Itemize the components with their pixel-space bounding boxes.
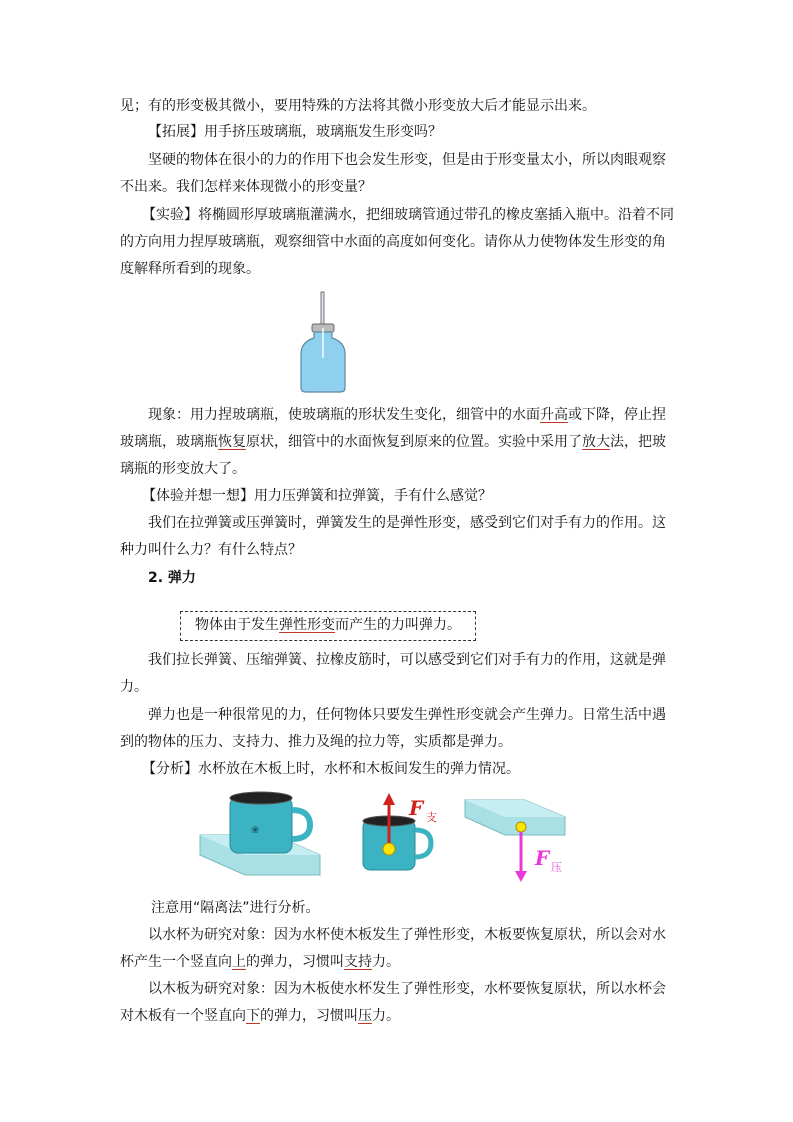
force-label-support: F	[409, 796, 424, 820]
answer-underline: 弹性形变	[279, 617, 335, 633]
section-heading: 2. 弹力	[148, 570, 196, 586]
answer-underline: 恢复	[218, 434, 246, 450]
text-span: 物体由于发生	[195, 617, 279, 633]
text-span: 现象：用力捏玻璃瓶，使玻璃瓶的形状发生变化，细管中的水面	[148, 407, 540, 423]
text-span: 或下降，停止捏	[568, 407, 666, 423]
answer-underline: 下	[246, 1008, 260, 1024]
force-label-press: F	[535, 846, 550, 870]
text-line: 【体验并想一想】用力压弹簧和拉弹簧，手有什么感觉？	[142, 488, 492, 504]
text-line: 我们拉长弹簧、压缩弹簧、拉橡皮筋时，可以感受到它们对手有力的作用，这就是弹	[148, 652, 666, 668]
svg-text:❀: ❀	[251, 825, 260, 836]
text-span: 力。	[372, 1008, 400, 1024]
text-line: 的方向用力捏厚玻璃瓶，观察细管中水面的高度如何变化。请你从力使物体发生形变的角	[120, 234, 666, 250]
answer-underline: 支持	[344, 954, 372, 970]
text-line: 坚硬的物体在很小的力的作用下也会发生形变，但是由于形变量太小，所以肉眼观察	[148, 152, 666, 168]
text-line: 力。	[120, 679, 148, 695]
text-line: 【拓展】用手挤压玻璃瓶，玻璃瓶发生形变吗？	[148, 124, 442, 140]
text-line: 见；有的形变极其微小，要用特殊的方法将其微小形变放大后才能显示出来。	[120, 98, 596, 114]
text-line: 【分析】水杯放在木板上时，水杯和木板间发生的弹力情况。	[142, 761, 520, 777]
text-line	[148, 405, 666, 425]
text-line	[120, 952, 400, 972]
answer-underline: 放大	[582, 434, 610, 450]
glass-bottle-figure	[290, 290, 360, 395]
text-span: 的弹力，习惯叫	[246, 954, 344, 970]
text-line: 种力叫什么力？有什么特点？	[120, 542, 302, 558]
text-line: 度解释所看到的现象。	[120, 261, 260, 277]
force-analysis-figure	[195, 785, 585, 885]
answer-underline: 升高	[540, 407, 568, 423]
force-label-press-sub: 压	[551, 861, 562, 874]
text-line: 以水杯为研究对象：因为水杯使木板发生了弹性形变，木板要恢复原状，所以会对水	[148, 927, 666, 943]
text-line: 到的物体的压力、支持力、推力及绳的拉力等，实质都是弹力。	[120, 734, 512, 750]
text-line: 以木板为研究对象：因为木板使水杯发生了弹性形变，水杯要恢复原状，所以水杯会	[148, 981, 666, 997]
text-line: 我们在拉弹簧或压弹簧时，弹簧发生的是弹性形变，感受到它们对手有力的作用。这	[148, 515, 666, 531]
answer-underline: 压	[358, 1008, 372, 1024]
text-line	[120, 1006, 400, 1026]
answer-underline: 上	[232, 954, 246, 970]
text-span: 力。	[372, 954, 400, 970]
text-line: 璃瓶的形变放大了。	[120, 461, 246, 477]
text-span: 原状，细管中的水面恢复到原来的位置。实验中采用了	[246, 434, 582, 450]
text-line: 【实验】将椭圆形厚玻璃瓶灌满水，把细玻璃管通过带孔的橡皮塞插入瓶中。沿着不同	[142, 207, 674, 223]
text-span: 杯产生一个竖直向	[120, 954, 232, 970]
text-line: 注意用“隔离法”进行分析。	[151, 900, 320, 916]
text-line: 不出来。我们怎样来体现微小的形变量？	[120, 179, 372, 195]
text-span: 对木板有一个竖直向	[120, 1008, 246, 1024]
text-span: 玻璃瓶，玻璃瓶	[120, 434, 218, 450]
text-line	[120, 432, 666, 452]
force-label-support-sub: 支	[426, 811, 437, 824]
text-line: 弹力也是一种很常见的力，任何物体只要发生弹性形变就会产生弹力。日常生活中遇	[148, 707, 666, 723]
text-span: 的弹力，习惯叫	[260, 1008, 358, 1024]
definition-box	[180, 611, 476, 641]
text-span: 而产生的力叫弹力。	[335, 617, 461, 633]
text-span: 法，把玻	[610, 434, 666, 450]
